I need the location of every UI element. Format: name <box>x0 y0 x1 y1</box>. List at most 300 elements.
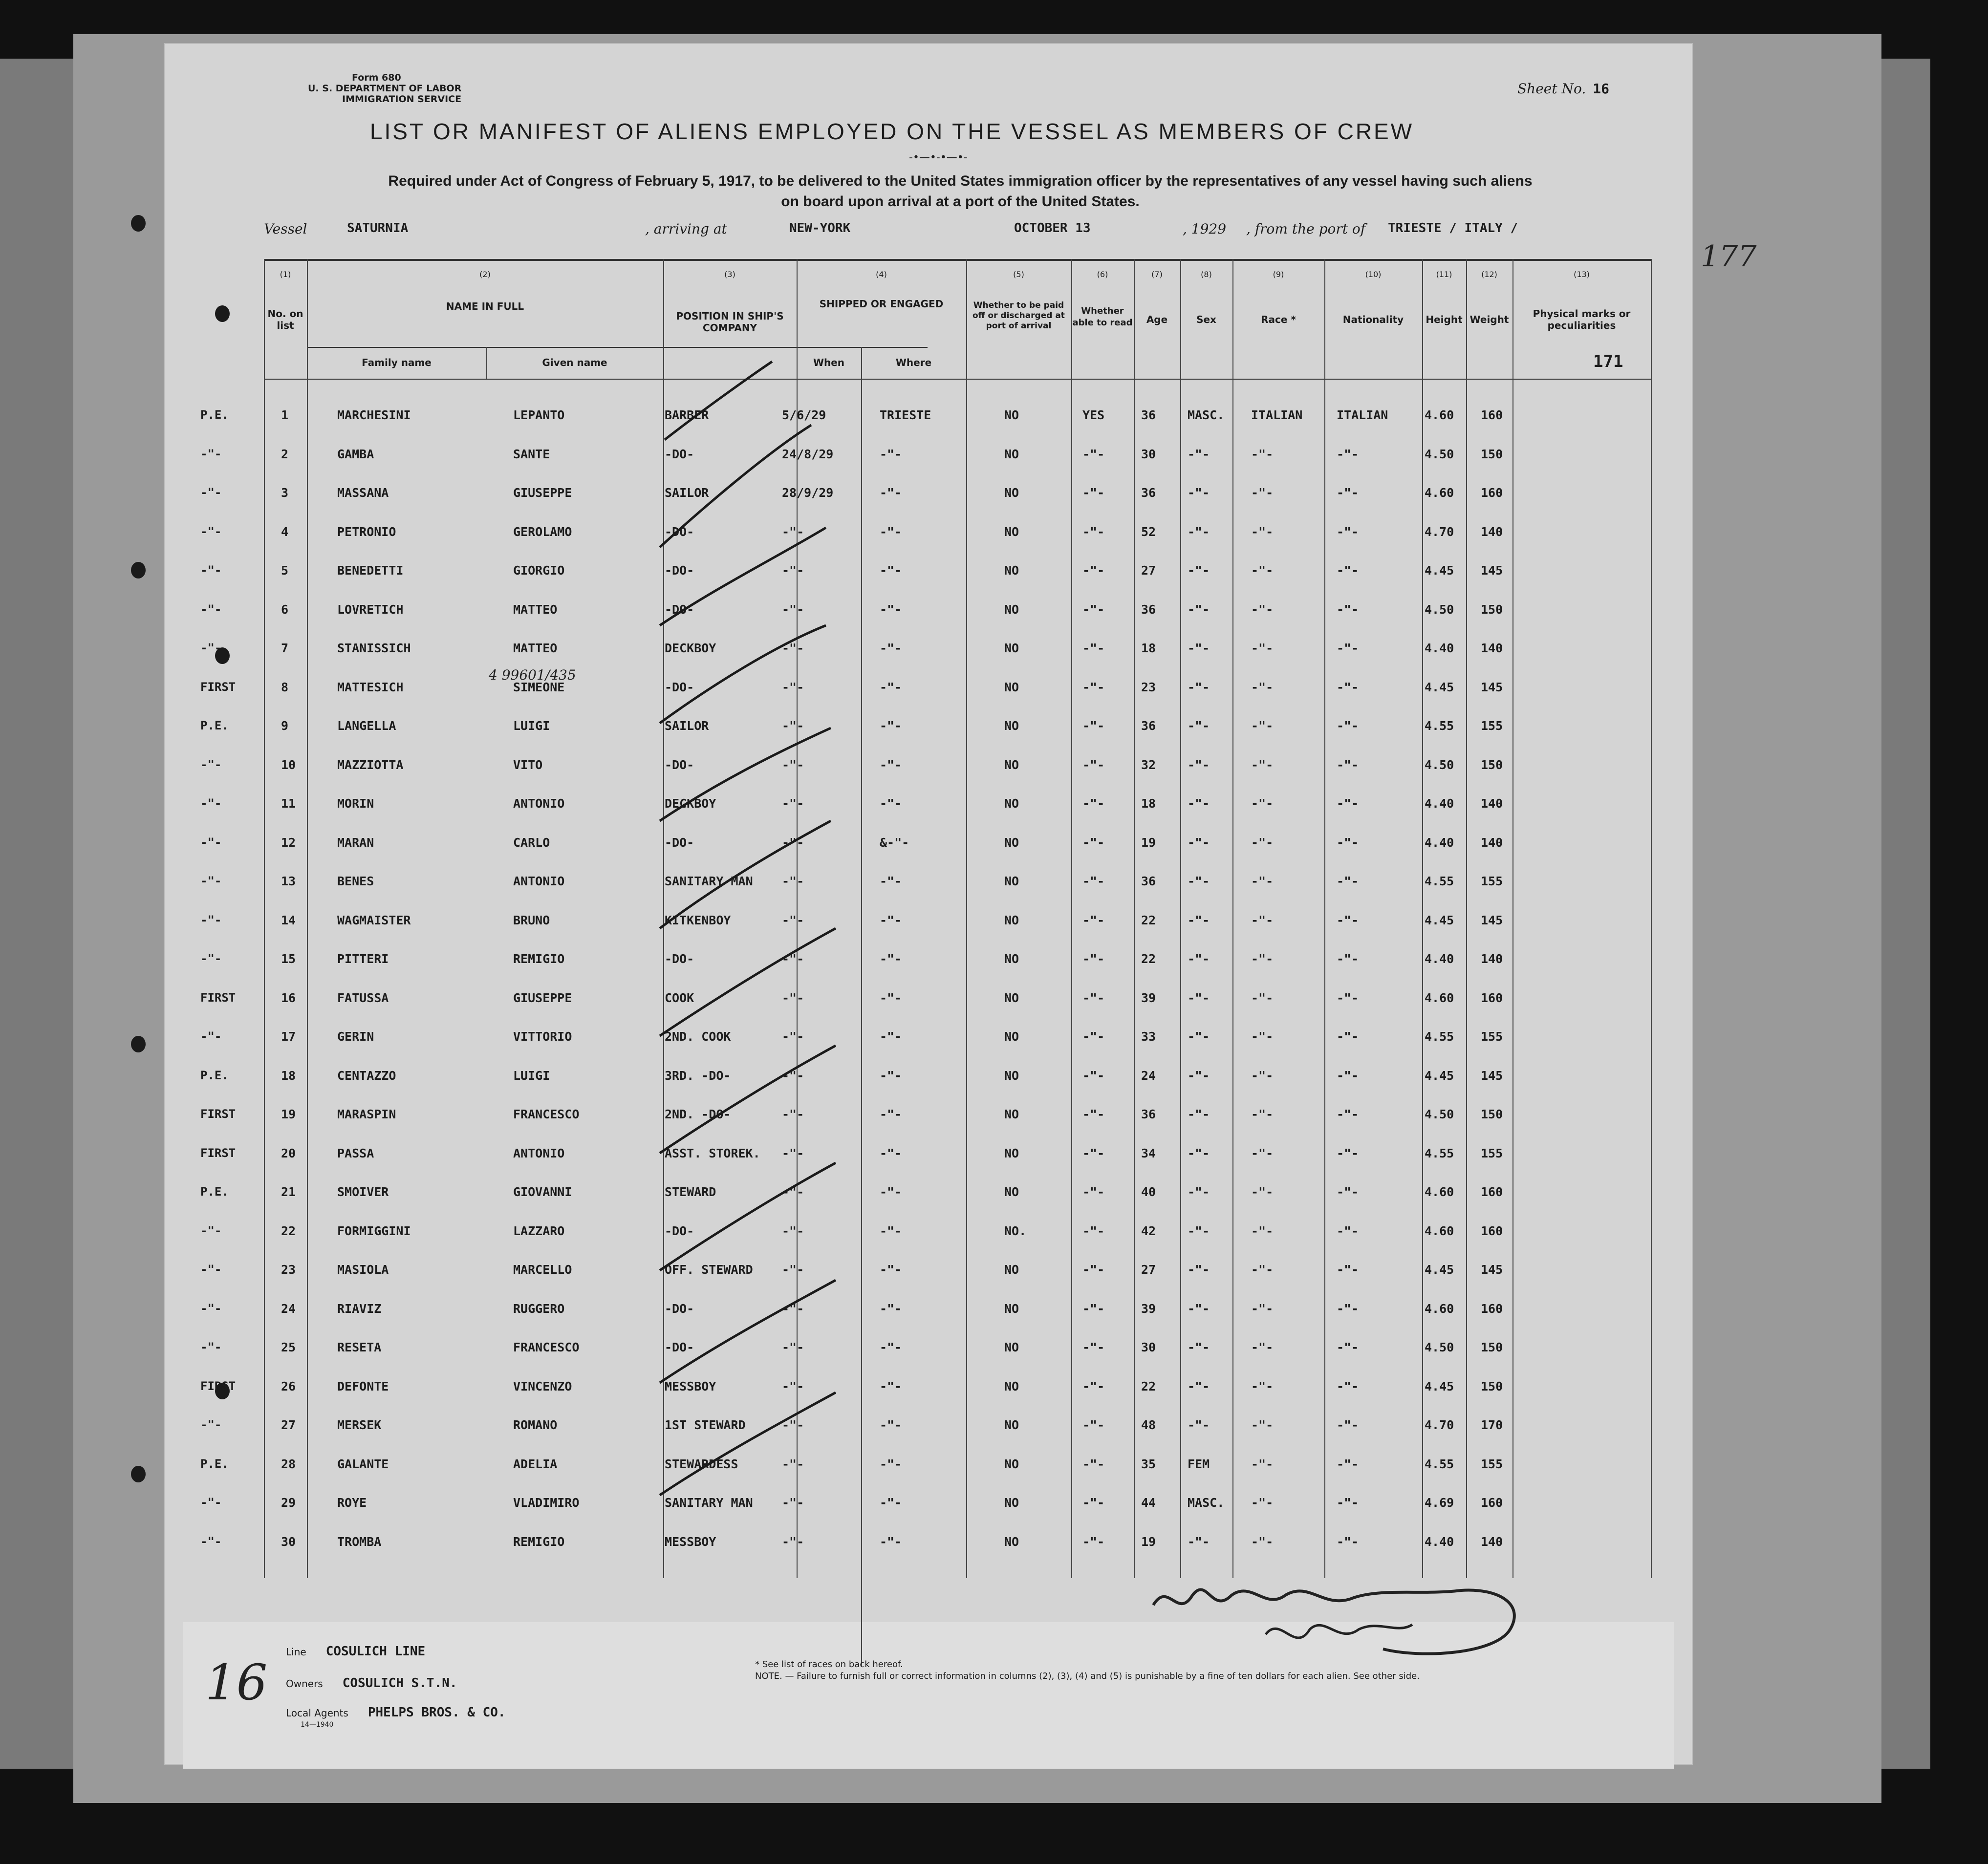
signature-stroke <box>1153 1589 1514 1653</box>
margin-note: -"- <box>200 796 222 810</box>
weight: 160 <box>1481 1496 1503 1510</box>
family-name: PASSA <box>337 1146 374 1160</box>
crew-no: 5 <box>281 563 289 578</box>
shipped-where: -"- <box>880 1496 902 1510</box>
able-to-read: -"- <box>1082 1496 1105 1510</box>
sex: -"- <box>1188 1224 1210 1238</box>
weight: 170 <box>1481 1418 1503 1432</box>
sex: -"- <box>1188 602 1210 617</box>
age: 52 <box>1141 525 1156 539</box>
height: 4.40 <box>1425 952 1454 966</box>
family-name: BENEDETTI <box>337 563 404 578</box>
weight: 150 <box>1481 1340 1503 1354</box>
pen-stroke <box>660 528 826 625</box>
margin-note: -"- <box>200 1535 222 1548</box>
shipped-when: -"- <box>782 563 804 578</box>
margin-note: -"- <box>200 758 222 771</box>
shipped-when: -"- <box>782 680 804 694</box>
page-subtitle <box>254 171 1666 212</box>
height: 4.40 <box>1425 836 1454 850</box>
penalty-note: NOTE. — Failure to furnish full or correct information in columns (2), (3), (4) and (5) is punishable by a fine of ten dollars for each alien. See other side. <box>755 1671 1420 1681</box>
able-to-read: -"- <box>1082 1146 1105 1160</box>
height: 4.55 <box>1425 1029 1454 1044</box>
height: 4.45 <box>1425 1263 1454 1277</box>
able-to-read: -"- <box>1082 796 1105 811</box>
height: 4.45 <box>1425 1379 1454 1393</box>
paid-off: NO <box>1004 758 1019 772</box>
age: 36 <box>1141 719 1156 733</box>
nationality: -"- <box>1337 1263 1359 1277</box>
given-name: MARCELLO <box>513 1263 572 1277</box>
form-header <box>308 72 461 105</box>
column-number: (7) <box>1151 270 1163 279</box>
given-name: ROMANO <box>513 1418 558 1432</box>
shipped-where: -"- <box>880 1029 902 1044</box>
nationality: -"- <box>1337 1379 1359 1393</box>
sex: -"- <box>1188 1185 1210 1199</box>
signature-stroke <box>1266 1625 1412 1638</box>
margin-note: -"- <box>200 1418 222 1432</box>
race: -"- <box>1251 525 1274 539</box>
nationality: -"- <box>1337 1107 1359 1121</box>
footer-notes <box>755 1659 1420 1682</box>
weight: 160 <box>1481 991 1503 1005</box>
able-to-read: -"- <box>1082 1418 1105 1432</box>
sex: -"- <box>1188 952 1210 966</box>
age: 36 <box>1141 874 1156 888</box>
sex: MASC. <box>1188 1496 1225 1510</box>
age: 39 <box>1141 1302 1156 1316</box>
age: 18 <box>1141 796 1156 811</box>
nationality: -"- <box>1337 486 1359 500</box>
race: -"- <box>1251 1302 1274 1316</box>
subtitle-line-1: Required under Act of Congress of February 5, 1917, to be delivered to the United States immigration officer by the representatives of any vessel having such aliens <box>388 173 1533 189</box>
sex: -"- <box>1188 874 1210 888</box>
paid-off: NO <box>1004 1107 1019 1121</box>
shipped-where: -"- <box>880 913 902 927</box>
margin-note: -"- <box>200 447 222 461</box>
height: 4.60 <box>1425 486 1454 500</box>
binder-hole <box>131 1036 146 1052</box>
weight: 140 <box>1481 796 1503 811</box>
family-name: WAGMAISTER <box>337 913 411 927</box>
shipped-where: -"- <box>880 719 902 733</box>
position: 3RD. -DO- <box>665 1069 731 1083</box>
shipped-when: -"- <box>782 641 804 655</box>
crew-no: 14 <box>281 913 296 927</box>
column-number: (2) <box>479 270 491 279</box>
age: 33 <box>1141 1029 1156 1044</box>
weight: 160 <box>1481 1224 1503 1238</box>
nationality: -"- <box>1337 447 1359 461</box>
nationality: -"- <box>1337 1496 1359 1510</box>
sheet-number: 16 <box>1593 81 1609 97</box>
header-weight: Weight <box>1469 314 1509 325</box>
given-name: GIUSEPPE <box>513 486 572 500</box>
crew-no: 25 <box>281 1340 296 1354</box>
nationality: ITALIAN <box>1337 408 1388 422</box>
paid-off: NO <box>1004 602 1019 617</box>
margin-note: FIRST <box>200 1379 236 1393</box>
position: DECKBOY <box>665 641 716 655</box>
paid-off: NO <box>1004 1185 1019 1199</box>
sex: -"- <box>1188 1069 1210 1083</box>
margin-note: FIRST <box>200 1146 236 1160</box>
race: -"- <box>1251 719 1274 733</box>
height: 4.55 <box>1425 1146 1454 1160</box>
weight: 150 <box>1481 602 1503 617</box>
shipped-when: -"- <box>782 1069 804 1083</box>
margin-note: -"- <box>200 952 222 965</box>
paid-off: NO <box>1004 991 1019 1005</box>
family-name: MAZZIOTTA <box>337 758 404 772</box>
header-no-on-list: No. on list <box>267 308 303 331</box>
margin-note: -"- <box>200 525 222 538</box>
family-name: PETRONIO <box>337 525 396 539</box>
able-to-read: -"- <box>1082 1069 1105 1083</box>
sex: -"- <box>1188 758 1210 772</box>
given-name: MATTEO <box>513 602 558 617</box>
age: 22 <box>1141 1379 1156 1393</box>
age: 42 <box>1141 1224 1156 1238</box>
age: 36 <box>1141 408 1156 422</box>
column-rule <box>1422 259 1423 1578</box>
weight: 145 <box>1481 680 1503 694</box>
position: MESSBOY <box>665 1535 716 1549</box>
nationality: -"- <box>1337 758 1359 772</box>
race: ITALIAN <box>1251 408 1303 422</box>
age: 24 <box>1141 1069 1156 1083</box>
margin-note: -"- <box>200 874 222 888</box>
from-label: , from the port of <box>1246 221 1366 237</box>
page-title: LIST OR MANIFEST OF ALIENS EMPLOYED ON THE VESSEL AS MEMBERS OF CREW <box>369 119 1414 144</box>
height: 4.50 <box>1425 602 1454 617</box>
handwritten-signature <box>1148 1576 1530 1669</box>
family-name: MASSANA <box>337 486 389 500</box>
crew-no: 2 <box>281 447 289 461</box>
nationality: -"- <box>1337 1457 1359 1471</box>
column-number: (11) <box>1436 270 1452 279</box>
paid-off: NO <box>1004 1457 1019 1471</box>
race: -"- <box>1251 1146 1274 1160</box>
sex: -"- <box>1188 1340 1210 1354</box>
sex: -"- <box>1188 796 1210 811</box>
position: 2ND. -DO- <box>665 1107 731 1121</box>
paid-off: NO <box>1004 1263 1019 1277</box>
shipped-when: -"- <box>782 952 804 966</box>
crew-no: 12 <box>281 836 296 850</box>
column-rule <box>1071 259 1072 1578</box>
race: -"- <box>1251 991 1274 1005</box>
binder-hole <box>215 305 230 322</box>
agents-name: PHELPS BROS. & CO. <box>367 1705 506 1720</box>
binder-hole <box>131 215 146 232</box>
height: 4.55 <box>1425 874 1454 888</box>
sex: MASC. <box>1188 408 1225 422</box>
shipped-where: -"- <box>880 1263 902 1277</box>
shipped-when: -"- <box>782 1146 804 1160</box>
footer-agents <box>286 1705 506 1720</box>
able-to-read: -"- <box>1082 1107 1105 1121</box>
nationality: -"- <box>1337 719 1359 733</box>
given-name: GIORGIO <box>513 563 565 578</box>
shipped-when: -"- <box>782 525 804 539</box>
age: 36 <box>1141 602 1156 617</box>
given-name: GEROLAMO <box>513 525 572 539</box>
weight: 160 <box>1481 1302 1503 1316</box>
header-age: Age <box>1146 314 1168 325</box>
race: -"- <box>1251 836 1274 850</box>
given-name: LUIGI <box>513 719 550 733</box>
given-name: VITO <box>513 758 543 772</box>
shipped-where: -"- <box>880 641 902 655</box>
race: -"- <box>1251 680 1274 694</box>
handwritten-sheet-number: 16 <box>205 1654 268 1711</box>
form-number: Form 680 <box>352 72 401 83</box>
margin-note: FIRST <box>200 1107 236 1121</box>
races-note: * See list of races on back hereof. <box>755 1659 903 1670</box>
able-to-read: -"- <box>1082 1535 1105 1549</box>
sex: -"- <box>1188 1146 1210 1160</box>
shipped-when: 5/6/29 <box>782 408 826 422</box>
shipped-where: -"- <box>880 525 902 539</box>
height: 4.60 <box>1425 408 1454 422</box>
shipped-where: -"- <box>880 447 902 461</box>
height: 4.60 <box>1425 991 1454 1005</box>
able-to-read: YES <box>1082 408 1105 422</box>
header-nationality: Nationality <box>1342 314 1404 325</box>
nationality: -"- <box>1337 913 1359 927</box>
shipped-where: -"- <box>880 1418 902 1432</box>
race: -"- <box>1251 486 1274 500</box>
owners-name: COSULICH S.T.N. <box>342 1676 457 1691</box>
given-name: BRUNO <box>513 913 550 927</box>
paid-off: NO <box>1004 1496 1019 1510</box>
weight: 140 <box>1481 1535 1503 1549</box>
origin-port: TRIESTE / ITALY / <box>1388 221 1518 236</box>
shipped-when: -"- <box>782 1496 804 1510</box>
shipped-where: -"- <box>880 1302 902 1316</box>
position: 1ST STEWARD <box>665 1418 746 1432</box>
crew-no: 13 <box>281 874 296 888</box>
shipped-when: -"- <box>782 796 804 811</box>
position: -DO- <box>665 447 694 461</box>
able-to-read: -"- <box>1082 641 1105 655</box>
height: 4.60 <box>1425 1224 1454 1238</box>
footer-owners <box>286 1676 457 1691</box>
pen-stroke <box>660 1046 836 1153</box>
margin-note: -"- <box>200 1263 222 1276</box>
age: 19 <box>1141 1535 1156 1549</box>
shipped-when: -"- <box>782 758 804 772</box>
column-number: (8) <box>1201 270 1212 279</box>
able-to-read: -"- <box>1082 486 1105 500</box>
race: -"- <box>1251 796 1274 811</box>
pen-stroke <box>660 1280 836 1383</box>
race: -"- <box>1251 1418 1274 1432</box>
nationality: -"- <box>1337 796 1359 811</box>
position: STEWARDESS <box>665 1457 738 1471</box>
position: ASST. STOREK. <box>665 1146 760 1160</box>
height: 4.55 <box>1425 719 1454 733</box>
race: -"- <box>1251 1535 1274 1549</box>
arriving-label: , arriving at <box>645 221 727 237</box>
crew-no: 20 <box>281 1146 296 1160</box>
nationality: -"- <box>1337 991 1359 1005</box>
crew-no: 15 <box>281 952 296 966</box>
crew-no: 24 <box>281 1302 296 1316</box>
shipped-when: -"- <box>782 1302 804 1316</box>
crew-no: 26 <box>281 1379 296 1393</box>
column-rule <box>1180 259 1181 1578</box>
crew-no: 23 <box>281 1263 296 1277</box>
given-name: VINCENZO <box>513 1379 572 1393</box>
given-name: FRANCESCO <box>513 1340 580 1354</box>
family-name: MARASPIN <box>337 1107 396 1121</box>
nationality: -"- <box>1337 563 1359 578</box>
nationality: -"- <box>1337 1069 1359 1083</box>
service-name: IMMIGRATION SERVICE <box>342 94 462 105</box>
shipped-when: -"- <box>782 1185 804 1199</box>
position: -DO- <box>665 602 694 617</box>
family-name: MASIOLA <box>337 1263 389 1277</box>
able-to-read: -"- <box>1082 602 1105 617</box>
shipped-where: -"- <box>880 1069 902 1083</box>
sex: -"- <box>1188 525 1210 539</box>
pen-stroke <box>660 928 836 1036</box>
family-name: LANGELLA <box>337 719 396 733</box>
column-rule <box>1651 259 1652 1578</box>
shipped-where: -"- <box>880 563 902 578</box>
crew-no: 18 <box>281 1069 296 1083</box>
shipped-when: -"- <box>782 1418 804 1432</box>
paid-off: NO <box>1004 447 1019 461</box>
position: -DO- <box>665 563 694 578</box>
given-name: CARLO <box>513 836 550 850</box>
weight: 155 <box>1481 1029 1503 1044</box>
weight: 145 <box>1481 563 1503 578</box>
pen-stroke <box>660 1393 836 1495</box>
height: 4.40 <box>1425 796 1454 811</box>
weight: 150 <box>1481 1379 1503 1393</box>
margin-note: P.E. <box>200 1457 229 1471</box>
line-name: COSULICH LINE <box>325 1644 426 1659</box>
margin-note: -"- <box>200 1029 222 1043</box>
age: 39 <box>1141 991 1156 1005</box>
paid-off: NO <box>1004 913 1019 927</box>
shipped-where: -"- <box>880 486 902 500</box>
given-name: FRANCESCO <box>513 1107 580 1121</box>
column-number: (13) <box>1574 270 1590 279</box>
position: OFF. STEWARD <box>665 1263 753 1277</box>
sex: -"- <box>1188 641 1210 655</box>
header-when: When <box>813 357 845 368</box>
able-to-read: -"- <box>1082 1302 1105 1316</box>
header-race: Race * <box>1261 314 1296 325</box>
shipped-when: -"- <box>782 1379 804 1393</box>
given-name: VLADIMIRO <box>513 1496 580 1510</box>
position: STEWARD <box>665 1185 716 1199</box>
side-number: 177 <box>1701 239 1757 274</box>
weight: 155 <box>1481 874 1503 888</box>
header-paid-off: Whether to be paid off or discharged at port of arrival <box>972 300 1065 331</box>
position: -DO- <box>665 952 694 966</box>
position: -DO- <box>665 525 694 539</box>
table-rule <box>264 379 1652 380</box>
nationality: -"- <box>1337 1185 1359 1199</box>
sex: -"- <box>1188 836 1210 850</box>
race: -"- <box>1251 913 1274 927</box>
shipped-where: TRIESTE <box>880 408 931 422</box>
age: 22 <box>1141 913 1156 927</box>
margin-note: -"- <box>200 486 222 499</box>
nationality: -"- <box>1337 641 1359 655</box>
able-to-read: -"- <box>1082 1340 1105 1354</box>
margin-note: P.E. <box>200 1069 229 1082</box>
header-family-name: Family name <box>362 357 432 368</box>
family-name: MATTESICH <box>337 680 404 694</box>
paid-off: NO <box>1004 1029 1019 1044</box>
header-where: Where <box>895 357 932 368</box>
race: -"- <box>1251 1457 1274 1471</box>
paid-off: NO <box>1004 1535 1019 1549</box>
shipped-when: -"- <box>782 1107 804 1121</box>
sex: -"- <box>1188 1535 1210 1549</box>
nationality: -"- <box>1337 1146 1359 1160</box>
shipped-when: -"- <box>782 719 804 733</box>
shipped-when: 24/8/29 <box>782 447 834 461</box>
given-name: SANTE <box>513 447 550 461</box>
position: DECKBOY <box>665 796 716 811</box>
sex: -"- <box>1188 991 1210 1005</box>
crew-no: 6 <box>281 602 289 617</box>
crew-no: 11 <box>281 796 296 811</box>
shipped-where: -"- <box>880 1107 902 1121</box>
weight: 150 <box>1481 1107 1503 1121</box>
margin-note: -"- <box>200 602 222 616</box>
column-rule <box>966 259 967 1578</box>
shipped-when: -"- <box>782 1457 804 1471</box>
sex: -"- <box>1188 1263 1210 1277</box>
weight: 140 <box>1481 641 1503 655</box>
margin-note: -"- <box>200 1302 222 1315</box>
race: -"- <box>1251 447 1274 461</box>
crew-no: 8 <box>281 680 289 694</box>
nationality: -"- <box>1337 1302 1359 1316</box>
pen-stroke <box>660 728 831 821</box>
nationality: -"- <box>1337 680 1359 694</box>
title-ornament: -•—•-•—•- <box>909 151 968 164</box>
age: 19 <box>1141 836 1156 850</box>
margin-note: -"- <box>200 1496 222 1509</box>
margin-note: P.E. <box>200 719 229 732</box>
race: -"- <box>1251 1340 1274 1354</box>
crew-no: 17 <box>281 1029 296 1044</box>
weight: 145 <box>1481 1263 1503 1277</box>
paid-off: NO <box>1004 952 1019 966</box>
position: SAILOR <box>665 719 709 733</box>
weight: 155 <box>1481 1457 1503 1471</box>
age: 32 <box>1141 758 1156 772</box>
column-rule <box>1324 259 1325 1578</box>
able-to-read: -"- <box>1082 719 1105 733</box>
height: 4.55 <box>1425 1457 1454 1471</box>
paid-off: NO <box>1004 1418 1019 1432</box>
sex: FEM <box>1188 1457 1210 1471</box>
table-rule <box>307 347 928 348</box>
given-name: MATTEO <box>513 641 558 655</box>
position: KITKENBOY <box>665 913 731 927</box>
